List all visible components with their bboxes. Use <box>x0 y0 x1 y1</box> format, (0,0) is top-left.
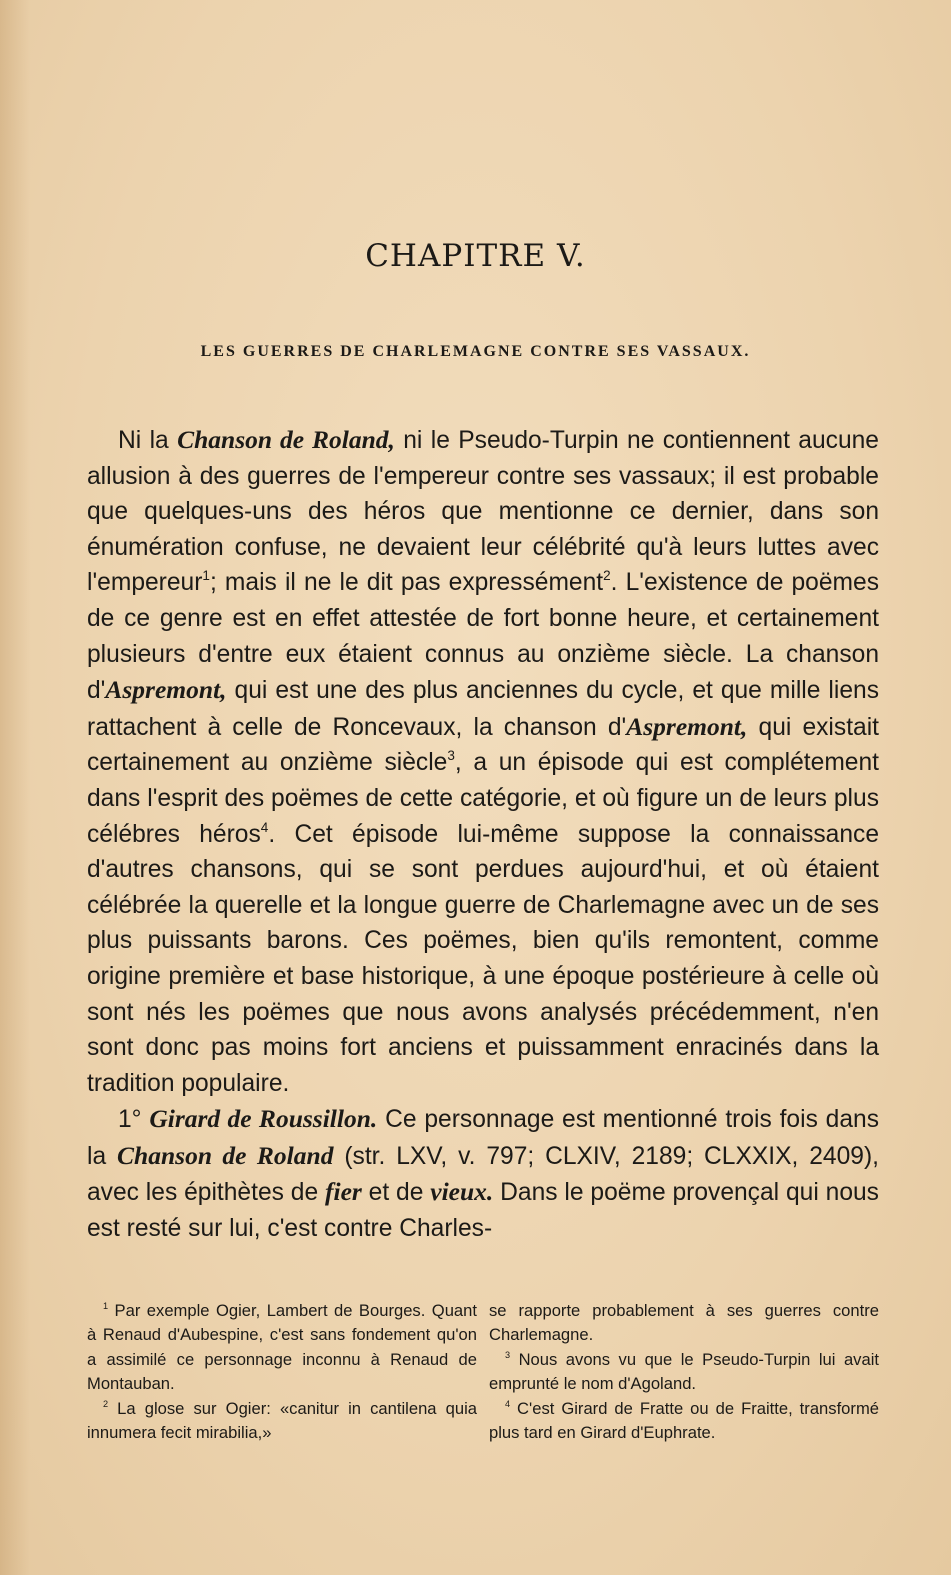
footnote-number: 3 <box>505 1349 511 1360</box>
title-aspremont: Aspremont, <box>105 675 227 705</box>
text-run: , a un épisode qui est complétement dans l'esprit des poëmes de cette catégorie, et où figure un de leurs plus célébres héros <box>87 749 879 848</box>
title-aspremont: Aspremont, <box>626 711 748 741</box>
footnote-number: 4 <box>505 1398 511 1409</box>
text-run: qui est une des plus anciennes du cycle, et que mille liens rattachent à celle de Roncevaux, la chanson d' <box>87 677 879 741</box>
title-chanson-de-roland: Chanson de Roland, <box>177 425 395 454</box>
text-run: Ni la <box>118 427 178 454</box>
epithet-fier: fier <box>325 1177 362 1207</box>
text-run: . L'existence de poëmes de ce genre est en effet attestée de fort bonne heure, et certainement plusieurs d'entre eux étaient connus au onzième siècle. La chanson d' <box>87 569 879 705</box>
text-run: Dans le poëme provençal qui nous est resté sur lui, c'est contre Charles- <box>87 1179 879 1243</box>
footnote-ref-4: 4 <box>260 819 269 835</box>
footnote-2 <box>87 1397 477 1446</box>
text-run: ni le Pseudo-Turpin ne contiennent aucune allusion à des guerres de l'empereur contre ses vassaux; il est probable que quelques-uns des héros que mentionne ce dernier, dans son énumération confuse, ne devaient leur célébrité qu'à leurs luttes avec l'empereur <box>87 427 879 597</box>
epithet-vieux: vieux. <box>430 1177 494 1207</box>
footnotes-right-column <box>489 1299 879 1445</box>
text-run: 1° <box>118 1106 150 1134</box>
title-girard-de-roussillon: Girard de Roussillon. <box>149 1104 378 1134</box>
title-chanson-de-roland: Chanson de Roland <box>117 1140 334 1170</box>
paragraph-2 <box>87 1101 879 1246</box>
body-text <box>87 422 879 1247</box>
footnotes-left-column <box>87 1299 477 1445</box>
chapter-subtitle: LES GUERRES DE CHARLEMAGNE CONTRE SES VASSAUX. <box>200 343 751 360</box>
text-run: (str. LXV, v. 797; CLXIV, 2189; CLXXIX, 2409), avec les épithètes de <box>87 1142 879 1207</box>
footnote-3 <box>489 1348 879 1397</box>
footnote-number: 1 <box>103 1301 109 1312</box>
footnote-ref-3: 3 <box>447 748 455 764</box>
footnote-text: La glose sur Ogier: «canitur in cantilena quia innumera fecit mirabilia,» <box>87 1398 477 1443</box>
text-run: qui existait certainement au onzième siècle <box>87 713 879 777</box>
paragraph-1 <box>87 422 879 1101</box>
footnotes <box>87 1299 879 1445</box>
footnote-text: Nous avons vu que le Pseudo-Turpin lui avait emprunté le nom d'Agoland. <box>489 1349 879 1394</box>
footnote-2-continuation: se rapporte probablement à ses guerres contre Charlemagne. <box>489 1301 879 1345</box>
footnote-text: C'est Girard de Fratte ou de Fraitte, transformé plus tard en Girard d'Euphrate. <box>489 1398 879 1443</box>
footnote-text: Par exemple Ogier, Lambert de Bourges. Quant à Renaud d'Aubespine, c'est sans fondement qu'on a assimilé ce personnage inconnu à Renaud de Montauban. <box>87 1301 477 1394</box>
text-run: et de <box>361 1179 431 1207</box>
text-run: . Cet épisode lui-même suppose la connaissance d'autres chansons, qui se sont perdues aujourd'hui, et où étaient célébrée la querelle et la longue guerre de Charlemagne avec un de ses plus puissants barons. Ces poëmes, bien qu'ils remontent, comme origine première et base historique, à une époque postérieure à celle où sont nés les poëmes que nous avons analysés précédemment, n'en sont donc pas moins fort anciens et puissamment enracinés dans la tradition populaire. <box>87 820 879 1097</box>
footnote-number: 2 <box>103 1398 109 1409</box>
chapter-title: CHAPITRE V. <box>365 238 586 274</box>
text-run: Ce personnage est mentionné trois fois dans la <box>87 1106 880 1170</box>
footnote-ref-2: 2 <box>603 568 611 584</box>
footnote-ref-1: 1 <box>202 568 210 584</box>
text-run: ; mais il ne le dit pas expressément <box>209 569 604 597</box>
footnote-4 <box>489 1397 879 1446</box>
footnote-1 <box>87 1299 477 1397</box>
